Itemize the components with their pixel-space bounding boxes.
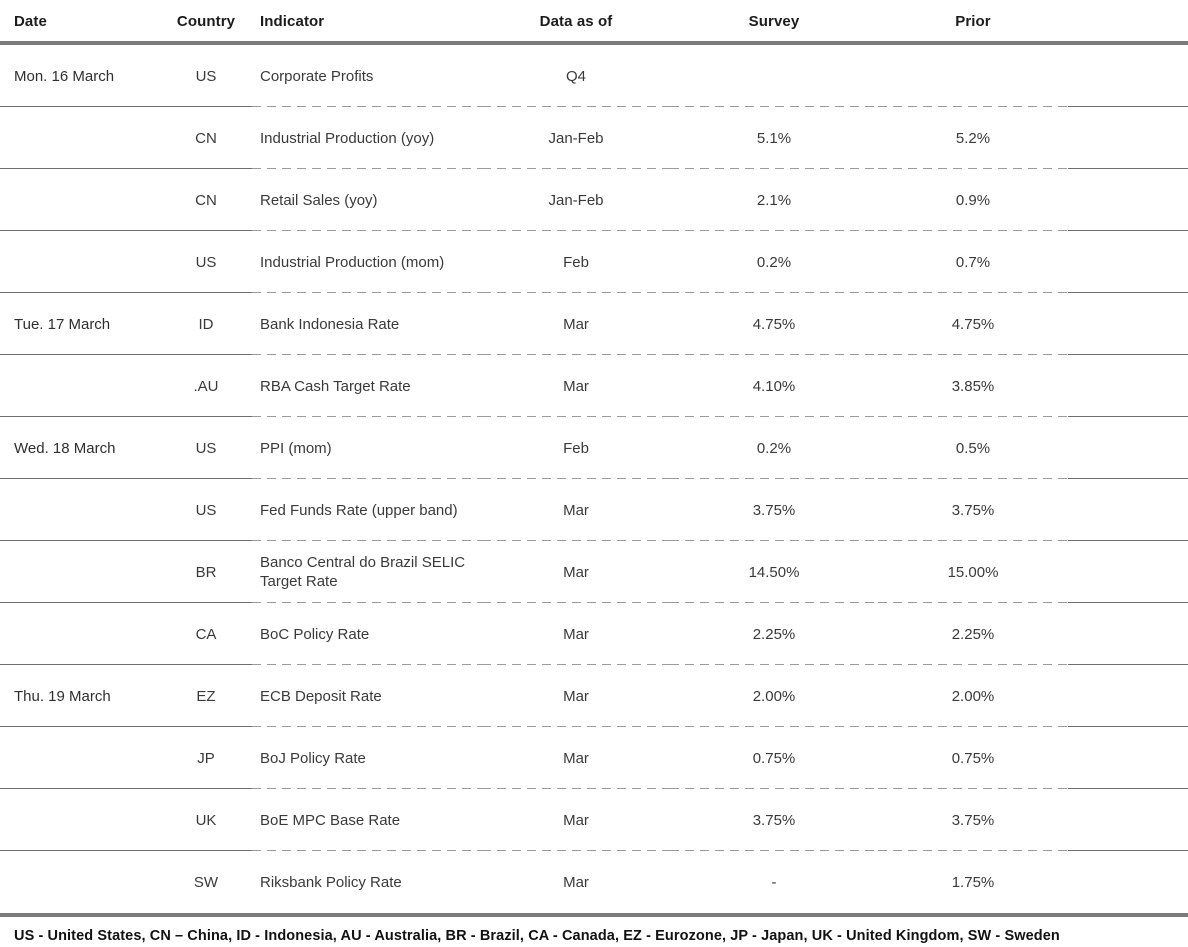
country-cell: SW bbox=[193, 873, 219, 891]
data-as-of-cell: Mar bbox=[482, 789, 670, 851]
country-cell: BR bbox=[160, 541, 252, 603]
prior-cell: 15.00% bbox=[878, 541, 1068, 603]
table-header bbox=[0, 0, 1188, 43]
date-cell bbox=[0, 479, 160, 541]
date-cell bbox=[0, 727, 160, 789]
indicator-cell: Industrial Production (mom) bbox=[252, 231, 482, 293]
country-legend: US - United States, CN – China, ID - Indonesia, AU - Australia, BR - Brazil, CA - Canada, EZ - Eurozone, JP - Japan, UK - United Kingdom, SW - Sweden bbox=[14, 928, 1060, 944]
country-cell: CN bbox=[160, 169, 252, 231]
data-as-of-cell: Mar bbox=[482, 541, 670, 603]
spacer-cell bbox=[1068, 417, 1188, 479]
survey-cell: 2.00% bbox=[670, 665, 878, 727]
survey-cell: 14.50% bbox=[670, 541, 878, 603]
column-header-spacer bbox=[1068, 0, 1188, 43]
table-row bbox=[0, 355, 1188, 417]
table-row bbox=[0, 851, 1188, 913]
column-header-data-as-of: Data as of bbox=[482, 0, 670, 43]
table-row bbox=[0, 417, 1188, 479]
spacer-cell bbox=[1068, 789, 1188, 851]
column-header-survey: Survey bbox=[670, 0, 878, 43]
survey-cell: 5.1% bbox=[670, 107, 878, 169]
country-cell: JP bbox=[160, 727, 252, 789]
data-as-of-cell: Mar bbox=[482, 479, 670, 541]
table-row bbox=[0, 727, 1188, 789]
country-cell: UK bbox=[160, 789, 252, 851]
indicator-cell: Retail Sales (yoy) bbox=[252, 169, 482, 231]
prior-cell: 0.9% bbox=[878, 169, 1068, 231]
data-as-of-cell: Mar bbox=[482, 355, 670, 417]
country-cell: CN bbox=[160, 107, 252, 169]
date-cell bbox=[0, 107, 160, 169]
country-cell: CA bbox=[160, 603, 252, 665]
survey-cell: 0.75% bbox=[670, 727, 878, 789]
spacer-cell bbox=[1068, 541, 1188, 603]
data-as-of-cell: Mar bbox=[563, 873, 589, 891]
indicator-cell: BoC Policy Rate bbox=[252, 603, 482, 665]
date-cell bbox=[0, 231, 160, 293]
date-cell bbox=[0, 355, 160, 417]
column-header-country: Country bbox=[160, 0, 252, 43]
spacer-cell bbox=[1068, 603, 1188, 665]
survey-cell bbox=[670, 43, 878, 107]
prior-cell: 0.7% bbox=[878, 231, 1068, 293]
country-cell: US bbox=[160, 417, 252, 479]
data-as-of-cell: Jan-Feb bbox=[482, 169, 670, 231]
indicator-cell: Banco Central do Brazil SELIC Target Rate bbox=[252, 541, 482, 603]
indicator-cell: Corporate Profits bbox=[252, 43, 482, 107]
date-cell: Tue. 17 March bbox=[0, 293, 160, 355]
indicator-cell: PPI (mom) bbox=[252, 417, 482, 479]
survey-cell: 3.75% bbox=[670, 789, 878, 851]
table-row bbox=[0, 231, 1188, 293]
data-as-of-cell: Mar bbox=[482, 603, 670, 665]
data-as-of-cell: Feb bbox=[482, 417, 670, 479]
survey-cell: 0.2% bbox=[670, 231, 878, 293]
prior-cell: 2.25% bbox=[878, 603, 1068, 665]
indicator-cell: ECB Deposit Rate bbox=[252, 665, 482, 727]
data-as-of-cell: Mar bbox=[482, 665, 670, 727]
column-header-date: Date bbox=[0, 0, 160, 43]
survey-cell: 4.75% bbox=[670, 293, 878, 355]
prior-cell bbox=[878, 43, 1068, 107]
spacer-cell bbox=[1068, 293, 1188, 355]
table-row bbox=[0, 541, 1188, 603]
survey-cell: 0.2% bbox=[670, 417, 878, 479]
country-cell: US bbox=[160, 479, 252, 541]
prior-cell: 5.2% bbox=[878, 107, 1068, 169]
spacer-cell bbox=[1068, 169, 1188, 231]
table-row bbox=[0, 169, 1188, 231]
indicator-cell: Industrial Production (yoy) bbox=[252, 107, 482, 169]
prior-cell: 0.5% bbox=[878, 417, 1068, 479]
prior-cell: 0.75% bbox=[878, 727, 1068, 789]
country-cell: EZ bbox=[160, 665, 252, 727]
table-row bbox=[0, 293, 1188, 355]
prior-cell: 3.85% bbox=[878, 355, 1068, 417]
table-row bbox=[0, 789, 1188, 851]
indicator-cell: Bank Indonesia Rate bbox=[252, 293, 482, 355]
country-cell: US bbox=[160, 231, 252, 293]
spacer-cell bbox=[1068, 43, 1188, 107]
table-row bbox=[0, 665, 1188, 727]
survey-cell: - bbox=[771, 873, 777, 891]
country-cell: .AU bbox=[160, 355, 252, 417]
country-cell: US bbox=[160, 43, 252, 107]
indicator-cell: BoJ Policy Rate bbox=[252, 727, 482, 789]
prior-cell: 1.75% bbox=[951, 873, 995, 891]
date-cell bbox=[0, 169, 160, 231]
spacer-cell bbox=[1068, 665, 1188, 727]
spacer-cell bbox=[1068, 231, 1188, 293]
prior-cell: 4.75% bbox=[878, 293, 1068, 355]
column-header-indicator: Indicator bbox=[252, 0, 482, 43]
date-cell bbox=[0, 603, 160, 665]
indicator-cell: BoE MPC Base Rate bbox=[252, 789, 482, 851]
data-as-of-cell: Feb bbox=[482, 231, 670, 293]
date-cell bbox=[0, 789, 160, 851]
date-cell: Thu. 19 March bbox=[0, 665, 160, 727]
data-as-of-cell: Mar bbox=[482, 727, 670, 789]
survey-cell: 2.25% bbox=[670, 603, 878, 665]
date-cell bbox=[0, 851, 160, 913]
table-row bbox=[0, 603, 1188, 665]
column-header-prior: Prior bbox=[878, 0, 1068, 43]
data-as-of-cell: Mar bbox=[482, 293, 670, 355]
indicator-cell: Riksbank Policy Rate bbox=[260, 873, 402, 891]
spacer-cell bbox=[1068, 355, 1188, 417]
data-as-of-cell: Jan-Feb bbox=[482, 107, 670, 169]
table-row bbox=[0, 43, 1188, 107]
date-cell: Mon. 16 March bbox=[0, 43, 160, 107]
prior-cell: 3.75% bbox=[878, 789, 1068, 851]
indicator-cell: Fed Funds Rate (upper band) bbox=[252, 479, 482, 541]
spacer-cell bbox=[1068, 727, 1188, 789]
indicator-cell: RBA Cash Target Rate bbox=[252, 355, 482, 417]
date-cell: Wed. 18 March bbox=[0, 417, 160, 479]
header-row bbox=[0, 0, 1188, 43]
prior-cell: 2.00% bbox=[878, 665, 1068, 727]
country-cell: ID bbox=[160, 293, 252, 355]
data-as-of-cell: Q4 bbox=[482, 43, 670, 107]
date-cell bbox=[0, 541, 160, 603]
survey-cell: 4.10% bbox=[670, 355, 878, 417]
table-row bbox=[0, 107, 1188, 169]
survey-cell: 3.75% bbox=[670, 479, 878, 541]
spacer-cell bbox=[1068, 479, 1188, 541]
prior-cell: 3.75% bbox=[878, 479, 1068, 541]
spacer-cell bbox=[1068, 107, 1188, 169]
spacer-cell bbox=[1068, 851, 1188, 913]
table-body bbox=[0, 43, 1188, 913]
table-row bbox=[0, 479, 1188, 541]
survey-cell: 2.1% bbox=[670, 169, 878, 231]
